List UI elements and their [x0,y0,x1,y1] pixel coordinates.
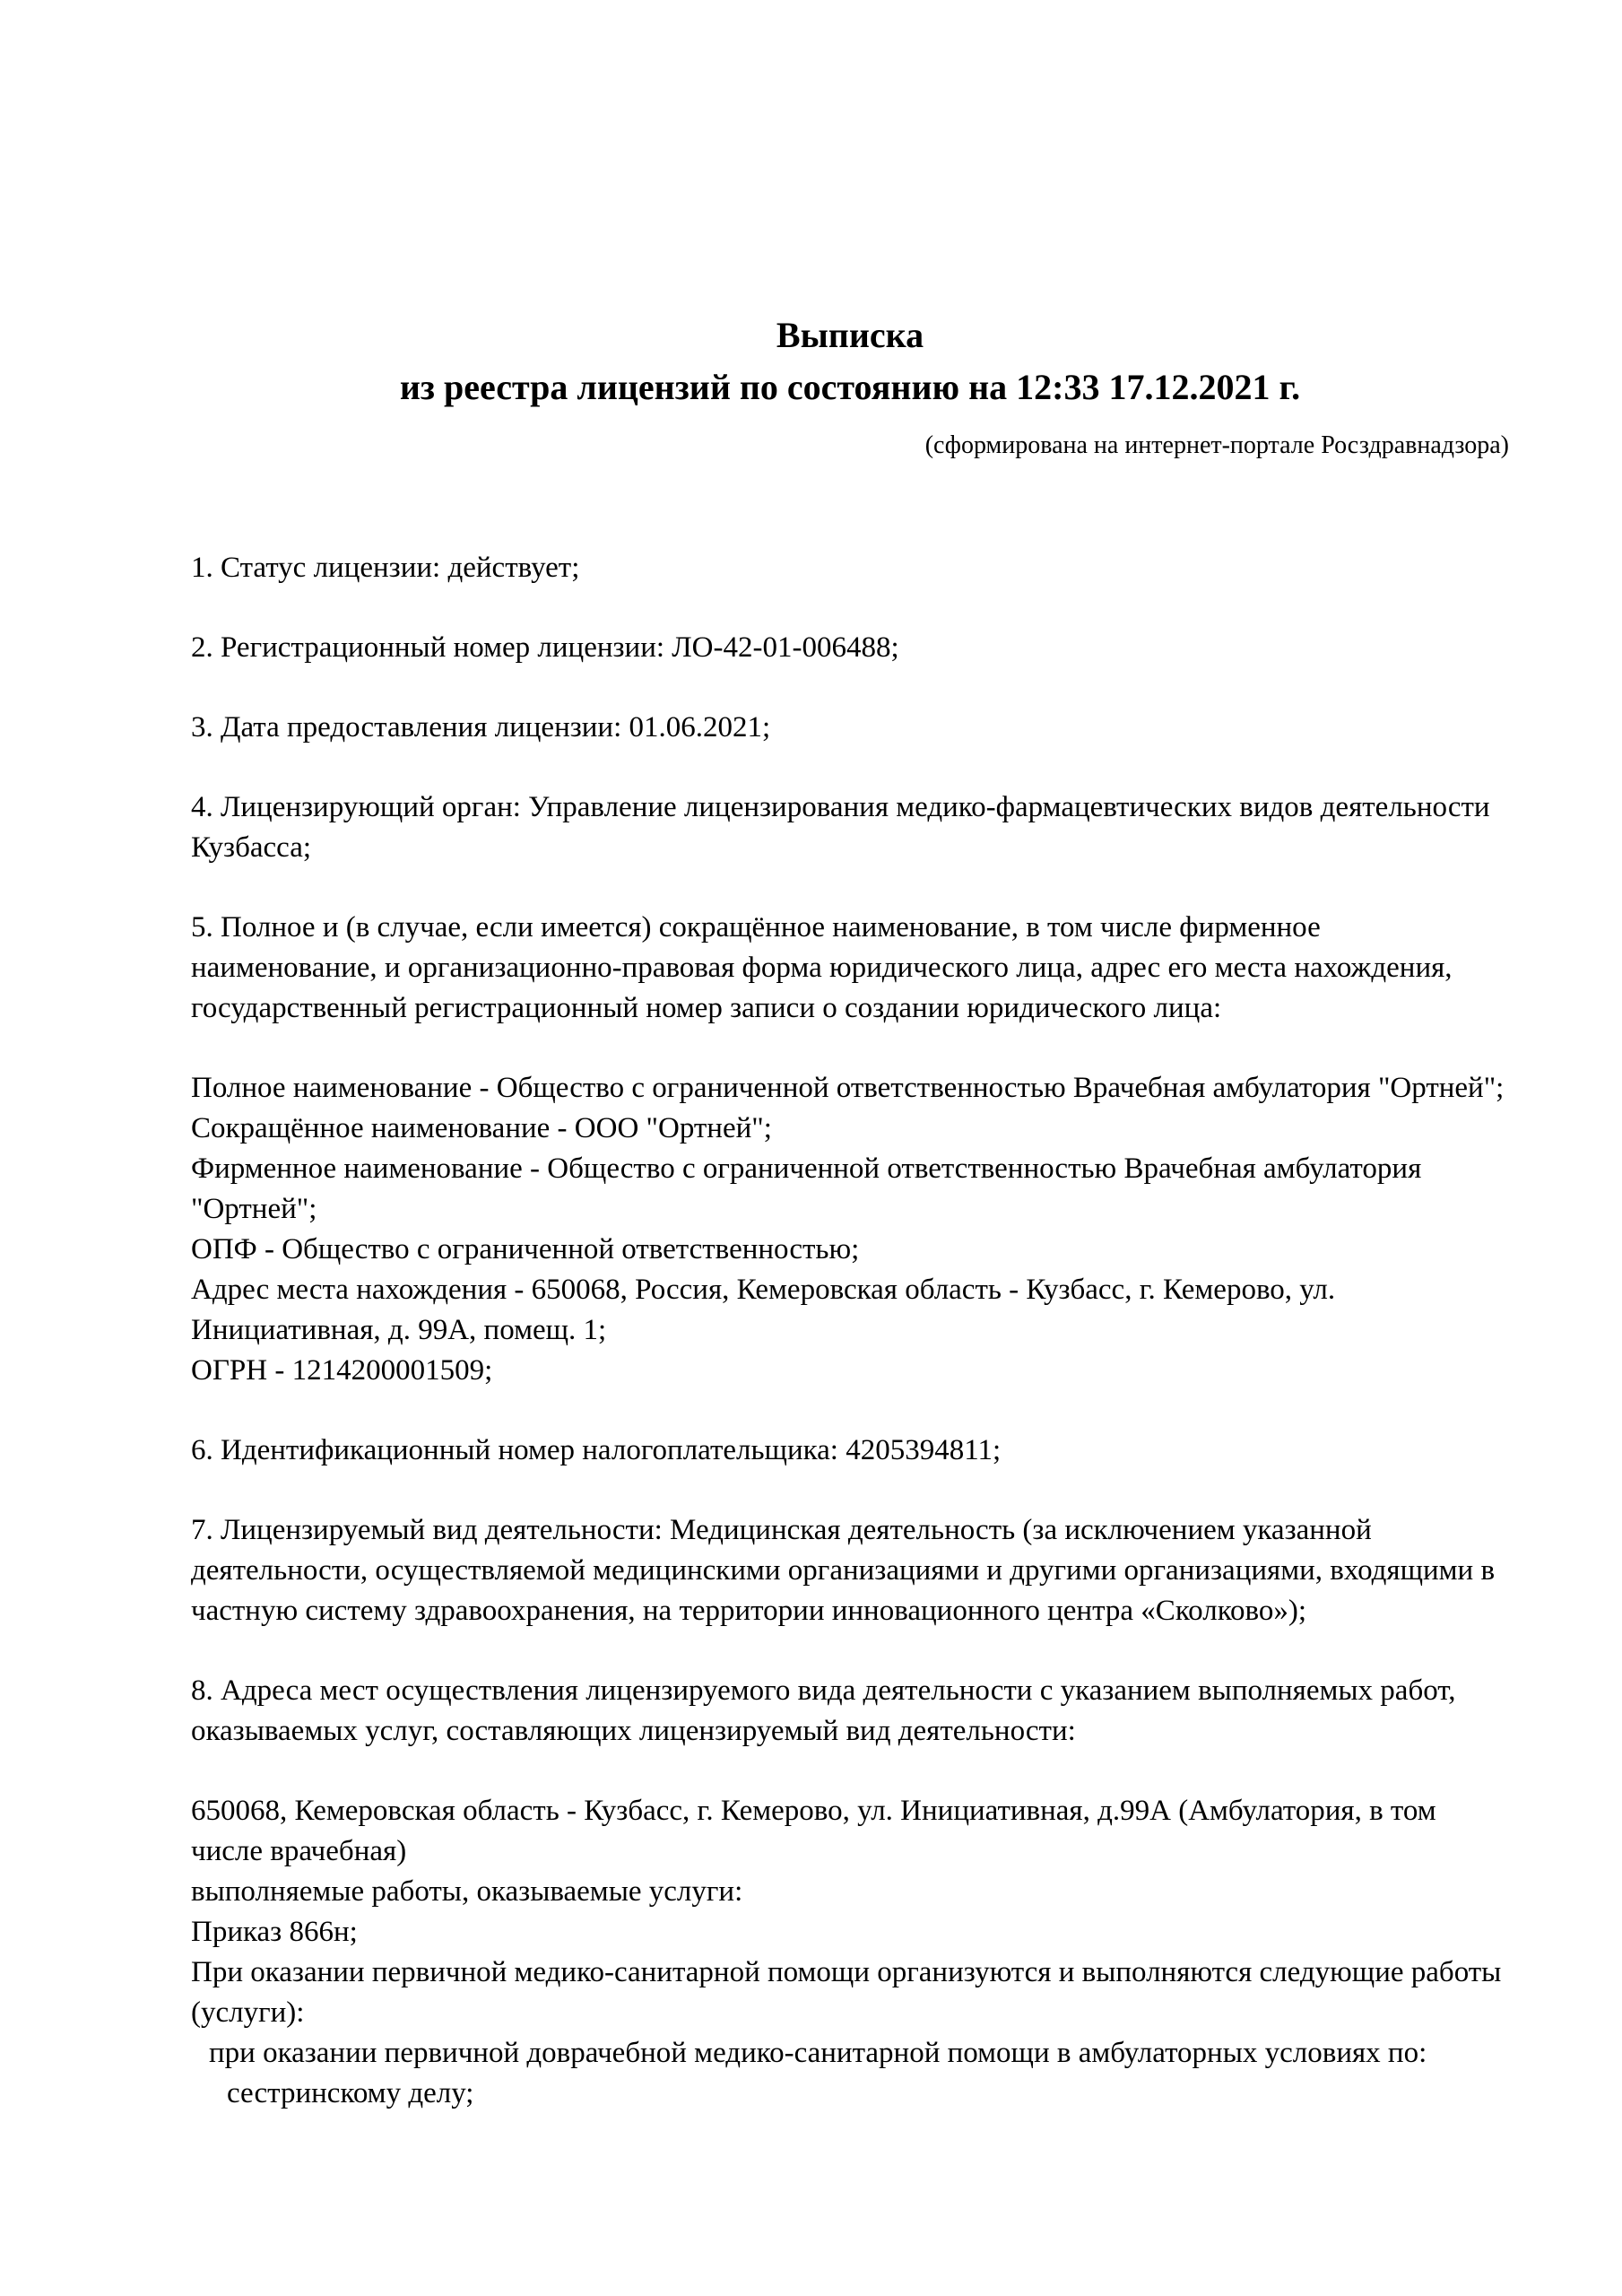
document-title [191,309,1509,413]
item-2-registration-number: 2. Регистрационный номер лицензии: ЛО-42-01-006488; [191,631,899,664]
opf-line: ОПФ - Общество с ограниченной ответственностью; [191,1233,860,1265]
title-line-1: Выписка [776,315,924,355]
brand-name-line: Фирменное наименование - Общество с ограниченной ответственностью Врачебная амбулатория "Ортней"; [191,1152,1422,1225]
full-name-line: Полное наименование - Общество с ограниченной ответственностью Врачебная амбулатория "Ортней"; [191,1072,1505,1104]
item-7-activity-type: 7. Лицензируемый вид деятельности: Медицинская деятельность (за исключением указанной деятельности, осуществляемой медицинскими организациями и другими организациями, входящими в частную систему здравоохранения, на территории инновационного центра «Сколково»); [191,1514,1496,1627]
document-body [191,548,1509,2114]
pre-medical-care-line: при оказании первичной доврачебной медико-санитарной помощи в амбулаторных условиях по: [209,2037,1427,2069]
primary-care-line: При оказании первичной медико-санитарной помощи организуются и выполняются следующие работы (услуги): [191,1956,1502,2029]
item-6-inn: 6. Идентификационный номер налогоплательщика: 4205394811; [191,1434,1002,1466]
activity-address-line: 650068, Кемеровская область - Кузбасс, г. Кемерово, ул. Инициативная, д.99А (Амбулатория, в том числе врачебная) [191,1795,1436,1867]
item-5-legal-entity-heading: 5. Полное и (в случае, если имеется) сокращённое наименование, в том числе фирменное наименование, и организационно-правовая форма юридического лица, адрес его места нахождения, государственный регистрационный номер записи о создании юридического лица: [191,911,1453,1024]
item-8-addresses-heading: 8. Адреса мест осуществления лицензируемого вида деятельности с указанием выполняемых работ, оказываемых услуг, составляющих лицензируемый вид деятельности: [191,1674,1456,1747]
legal-entity-details [191,1068,1509,1391]
item-1-license-status: 1. Статус лицензии: действует; [191,552,580,584]
item-4-licensing-authority: 4. Лицензирующий орган: Управление лицензирования медико-фармацевтических видов деятельности Кузбасса; [191,791,1490,864]
subtitle-note: (сформирована на интернет-портале Росздравнадзора) [924,431,1509,459]
order-866n-line: Приказ 866н; [191,1916,358,1948]
location-address-line: Адрес места нахождения - 650068, Россия, Кемеровская область - Кузбасс, г. Кемерово, ул. Инициативная, д. 99А, помещ. 1; [191,1274,1336,1346]
title-line-2: из реестра лицензий по состоянию на 12:33 17.12.2021 г. [399,367,1301,407]
works-services-line: выполняемые работы, оказываемые услуги: [191,1875,743,1908]
activity-address-block [191,1791,1509,2114]
ogrn-line: ОГРН - 1214200001509; [191,1354,493,1387]
short-name-line: Сокращённое наименование - ООО "Ортней"; [191,1112,772,1144]
nursing-line: сестринскому делу; [227,2077,474,2109]
item-3-grant-date: 3. Дата предоставления лицензии: 01.06.2021; [191,711,771,744]
